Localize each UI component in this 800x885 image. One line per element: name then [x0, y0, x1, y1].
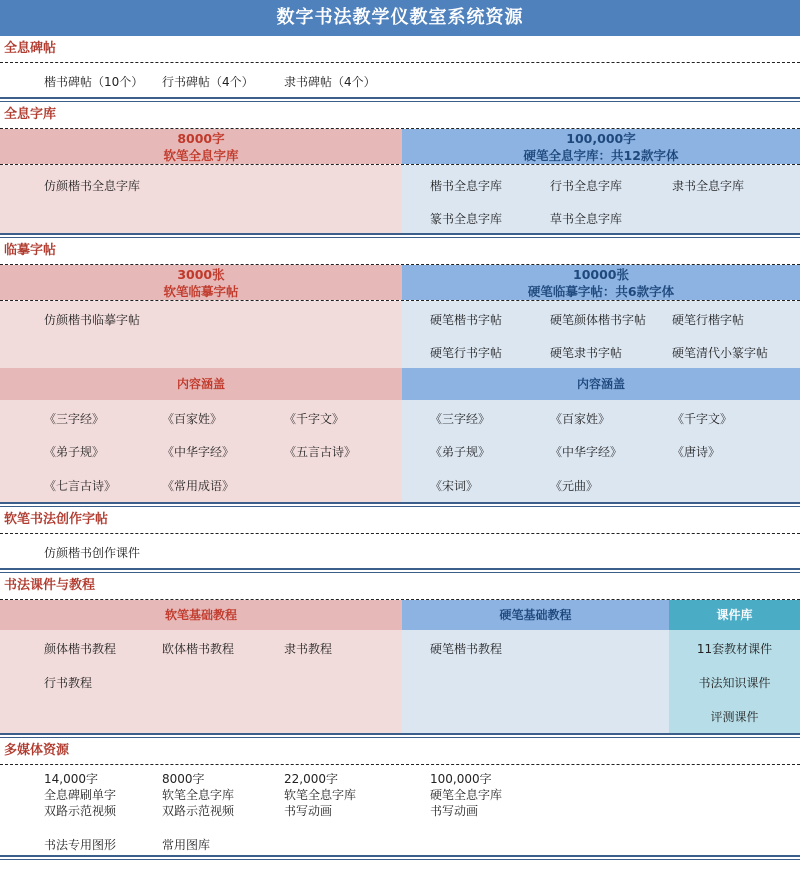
- list-item[interactable]: 篆书全息字库: [430, 212, 503, 226]
- list-item[interactable]: 颜体楷书教程: [44, 642, 117, 656]
- creative-list: [0, 534, 800, 568]
- multimedia-group[interactable]: [162, 771, 234, 819]
- list-item[interactable]: 仿颜楷书临摹字帖: [44, 313, 141, 327]
- list-item[interactable]: 《常用成语》: [162, 479, 235, 493]
- section-heading-creative-copybooks: 软笔书法创作字帖: [4, 512, 109, 527]
- soft-copybook-label: 软笔临摹字帖: [163, 283, 239, 299]
- list-item[interactable]: 《中华字经》: [162, 445, 235, 459]
- multimedia-label: 书写动画: [284, 804, 333, 818]
- section-heading-multimedia: 多媒体资源: [4, 743, 70, 758]
- hard-font-count: 100,000字: [566, 130, 636, 146]
- multimedia-count: 8000字: [162, 772, 205, 786]
- multimedia-label: 软笔全息字库: [162, 788, 235, 802]
- soft-copybook-list: [0, 301, 402, 368]
- section-heading-font-library: 全息字库: [4, 107, 57, 122]
- multimedia-group[interactable]: [430, 771, 502, 819]
- hard-copybook-header: [402, 265, 800, 300]
- soft-font-count: 8000字: [177, 130, 225, 146]
- list-item[interactable]: 硬笔行楷字帖: [672, 313, 745, 327]
- page-title: 数字书法教学仪教室系统资源: [0, 0, 800, 36]
- multimedia-count: 14,000字: [44, 772, 98, 786]
- soft-font-header: [0, 129, 402, 164]
- list-item[interactable]: 《三字经》: [44, 412, 105, 426]
- list-item[interactable]: 楷书碑帖（10个）: [44, 75, 144, 89]
- list-item[interactable]: 评测课件: [710, 710, 759, 724]
- list-item[interactable]: 隶书教程: [284, 642, 333, 656]
- hard-copybook-list: [402, 301, 800, 368]
- multimedia-count: 100,000字: [430, 772, 492, 786]
- list-item[interactable]: 《七言古诗》: [44, 479, 117, 493]
- soft-coverage-list: [0, 400, 402, 502]
- list-item[interactable]: 《五言古诗》: [284, 445, 357, 459]
- list-item[interactable]: 隶书全息字库: [672, 179, 745, 193]
- multimedia-group[interactable]: [284, 771, 356, 819]
- list-item[interactable]: 楷书全息字库: [430, 179, 503, 193]
- soft-copybook-header: [0, 265, 402, 300]
- multimedia-label: 硬笔全息字库: [430, 788, 503, 802]
- multimedia-count: 22,000字: [284, 772, 338, 786]
- list-item[interactable]: 《千字文》: [672, 412, 733, 426]
- soft-tutorial-header: 软笔基础教程: [0, 600, 402, 630]
- list-item[interactable]: 行书碑帖（4个）: [162, 75, 254, 89]
- list-item[interactable]: 11套教材课件: [696, 642, 773, 656]
- list-item[interactable]: 仿颜楷书全息字库: [44, 179, 141, 193]
- multimedia-label: 双路示范视频: [44, 804, 117, 818]
- list-item[interactable]: 书法知识课件: [698, 676, 771, 690]
- list-item[interactable]: 《百家姓》: [550, 412, 611, 426]
- soft-coverage-header: 内容涵盖: [0, 368, 402, 400]
- soft-font-label: 软笔全息字库: [163, 147, 239, 163]
- hard-copybook-count: 10000张: [573, 266, 629, 282]
- list-item[interactable]: 《元曲》: [550, 479, 599, 493]
- list-item[interactable]: 硬笔清代小篆字帖: [672, 346, 769, 360]
- list-item[interactable]: 行书教程: [44, 676, 93, 690]
- list-item[interactable]: 草书全息字库: [550, 212, 623, 226]
- section-heading-holographic-steles: 全息碑帖: [4, 41, 57, 56]
- multimedia-label: 双路示范视频: [162, 804, 235, 818]
- list-item[interactable]: 仿颜楷书创作课件: [44, 546, 141, 560]
- list-item[interactable]: 《唐诗》: [672, 445, 721, 459]
- hard-coverage-header: 内容涵盖: [402, 368, 800, 400]
- steles-list: [0, 63, 800, 97]
- list-item[interactable]: 《三字经》: [430, 412, 491, 426]
- multimedia-group[interactable]: [44, 771, 116, 819]
- hard-coverage-list: [402, 400, 800, 502]
- list-item[interactable]: 《千字文》: [284, 412, 345, 426]
- list-item[interactable]: 《百家姓》: [162, 412, 223, 426]
- soft-font-list: [0, 165, 402, 233]
- hard-tutorial-list: [402, 630, 669, 733]
- hard-font-label: 硬笔全息字库：共12款字体: [523, 147, 679, 163]
- multimedia-label: 书写动画: [430, 804, 479, 818]
- list-item[interactable]: 常用图库: [162, 838, 211, 852]
- soft-copybook-count: 3000张: [177, 266, 225, 282]
- list-item[interactable]: 欧体楷书教程: [162, 642, 235, 656]
- section-heading-courseware: 书法课件与教程: [4, 578, 96, 593]
- list-item[interactable]: 书法专用图形: [44, 838, 117, 852]
- list-item[interactable]: 硬笔颜体楷书字帖: [550, 313, 647, 327]
- section-heading-copybooks: 临摹字帖: [4, 243, 57, 258]
- section-divider: [0, 855, 800, 860]
- multimedia-list: [0, 765, 800, 855]
- list-item[interactable]: 硬笔楷书字帖: [430, 313, 503, 327]
- hard-font-header: [402, 129, 800, 164]
- list-item[interactable]: 《弟子规》: [430, 445, 491, 459]
- soft-tutorial-list: [0, 630, 402, 733]
- list-item[interactable]: 《弟子规》: [44, 445, 105, 459]
- list-item[interactable]: 《宋词》: [430, 479, 479, 493]
- list-item[interactable]: 硬笔楷书教程: [430, 642, 503, 656]
- hard-font-list: [402, 165, 800, 233]
- list-item[interactable]: 硬笔隶书字帖: [550, 346, 623, 360]
- courseware-library-header: 课件库: [669, 600, 800, 630]
- list-item[interactable]: 行书全息字库: [550, 179, 623, 193]
- courseware-library-list: [669, 630, 800, 733]
- list-item[interactable]: 隶书碑帖（4个）: [284, 75, 376, 89]
- multimedia-label: 软笔全息字库: [284, 788, 357, 802]
- hard-copybook-label: 硬笔临摹字帖：共6款字体: [527, 283, 675, 299]
- list-item[interactable]: 硬笔行书字帖: [430, 346, 503, 360]
- hard-tutorial-header: 硬笔基础教程: [402, 600, 669, 630]
- multimedia-label: 全息碑刷单字: [44, 788, 117, 802]
- list-item[interactable]: 《中华字经》: [550, 445, 623, 459]
